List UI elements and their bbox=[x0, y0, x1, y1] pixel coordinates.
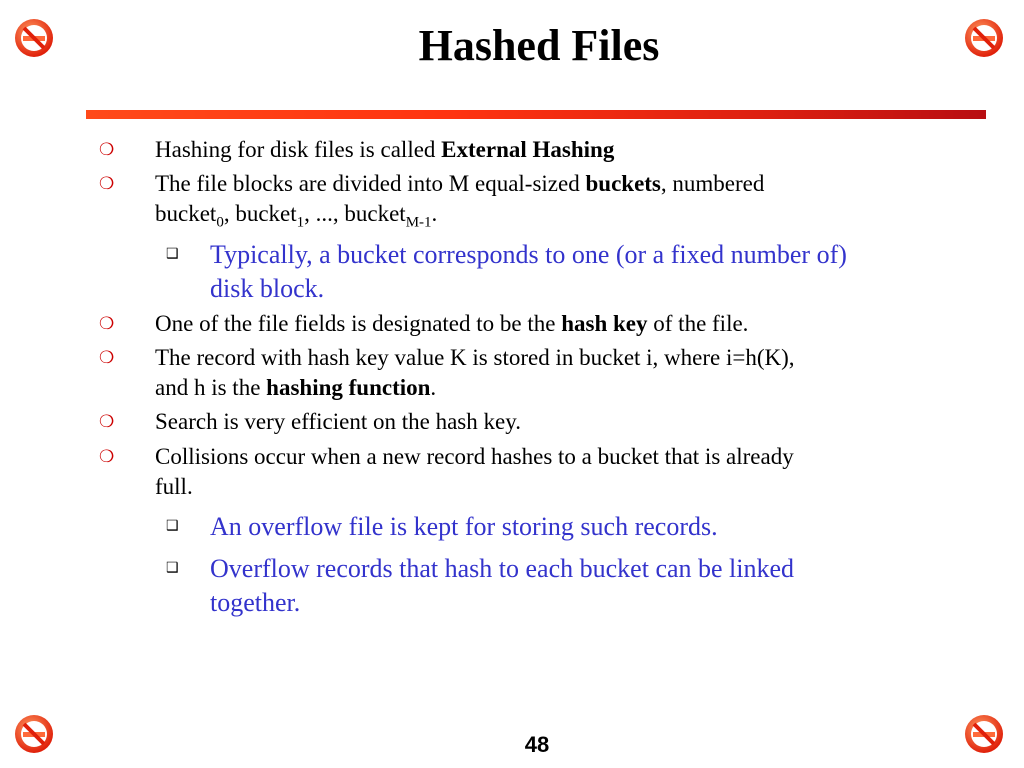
bullet-item: ❍ Search is very efficient on the hash key. bbox=[155, 407, 975, 437]
bullet-icon: ❍ bbox=[99, 412, 115, 431]
bullet-item: ❍ The file blocks are divided into M equal-sized buckets, numbered bucket$_0$, bucket$_1$, ..., bucket$_{M-1}$. bbox=[99, 171, 765, 231]
sub-bullet-icon: ❑ bbox=[166, 561, 179, 576]
sub-bullet-item: ❑ Overflow records that hash to each bucket can be linked together. bbox=[166, 554, 795, 617]
bullet-icon: ❍ bbox=[99, 447, 115, 466]
bullet-item: ❍ Collisions occur when a new record hashes to a bucket that is already full. bbox=[99, 444, 794, 499]
sub-bullet-item: ❑ An overflow file is kept for storing such records. bbox=[210, 510, 1000, 544]
sub-bullet-icon: ❑ bbox=[166, 519, 179, 534]
slide-title: Hashed Files bbox=[418, 21, 660, 70]
bullet-icon: ❍ bbox=[99, 348, 115, 367]
bullet-icon: ❍ bbox=[99, 314, 115, 333]
title-divider bbox=[86, 110, 986, 119]
bullet-icon: ❍ bbox=[99, 174, 115, 193]
bullet-item: ❍ Hashing for disk files is called External Hashing bbox=[155, 135, 975, 165]
bullet-icon: ❍ bbox=[99, 140, 115, 159]
sub-bullet-icon: ❑ bbox=[166, 247, 179, 262]
bullet-item: ❍ One of the file fields is designated to be the hash key of the file. bbox=[155, 309, 975, 339]
bullet-item: ❍ The record with hash key value K is stored in bucket i, where i=h(K), and h is the hashing function. bbox=[99, 345, 795, 400]
no-smoking-icon bbox=[14, 714, 54, 754]
page-number: 48 bbox=[524, 732, 550, 757]
no-smoking-icon bbox=[964, 714, 1004, 754]
sub-bullet-item: ❑ Typically, a bucket corresponds to one (or a fixed number of) disk block. bbox=[166, 240, 847, 303]
